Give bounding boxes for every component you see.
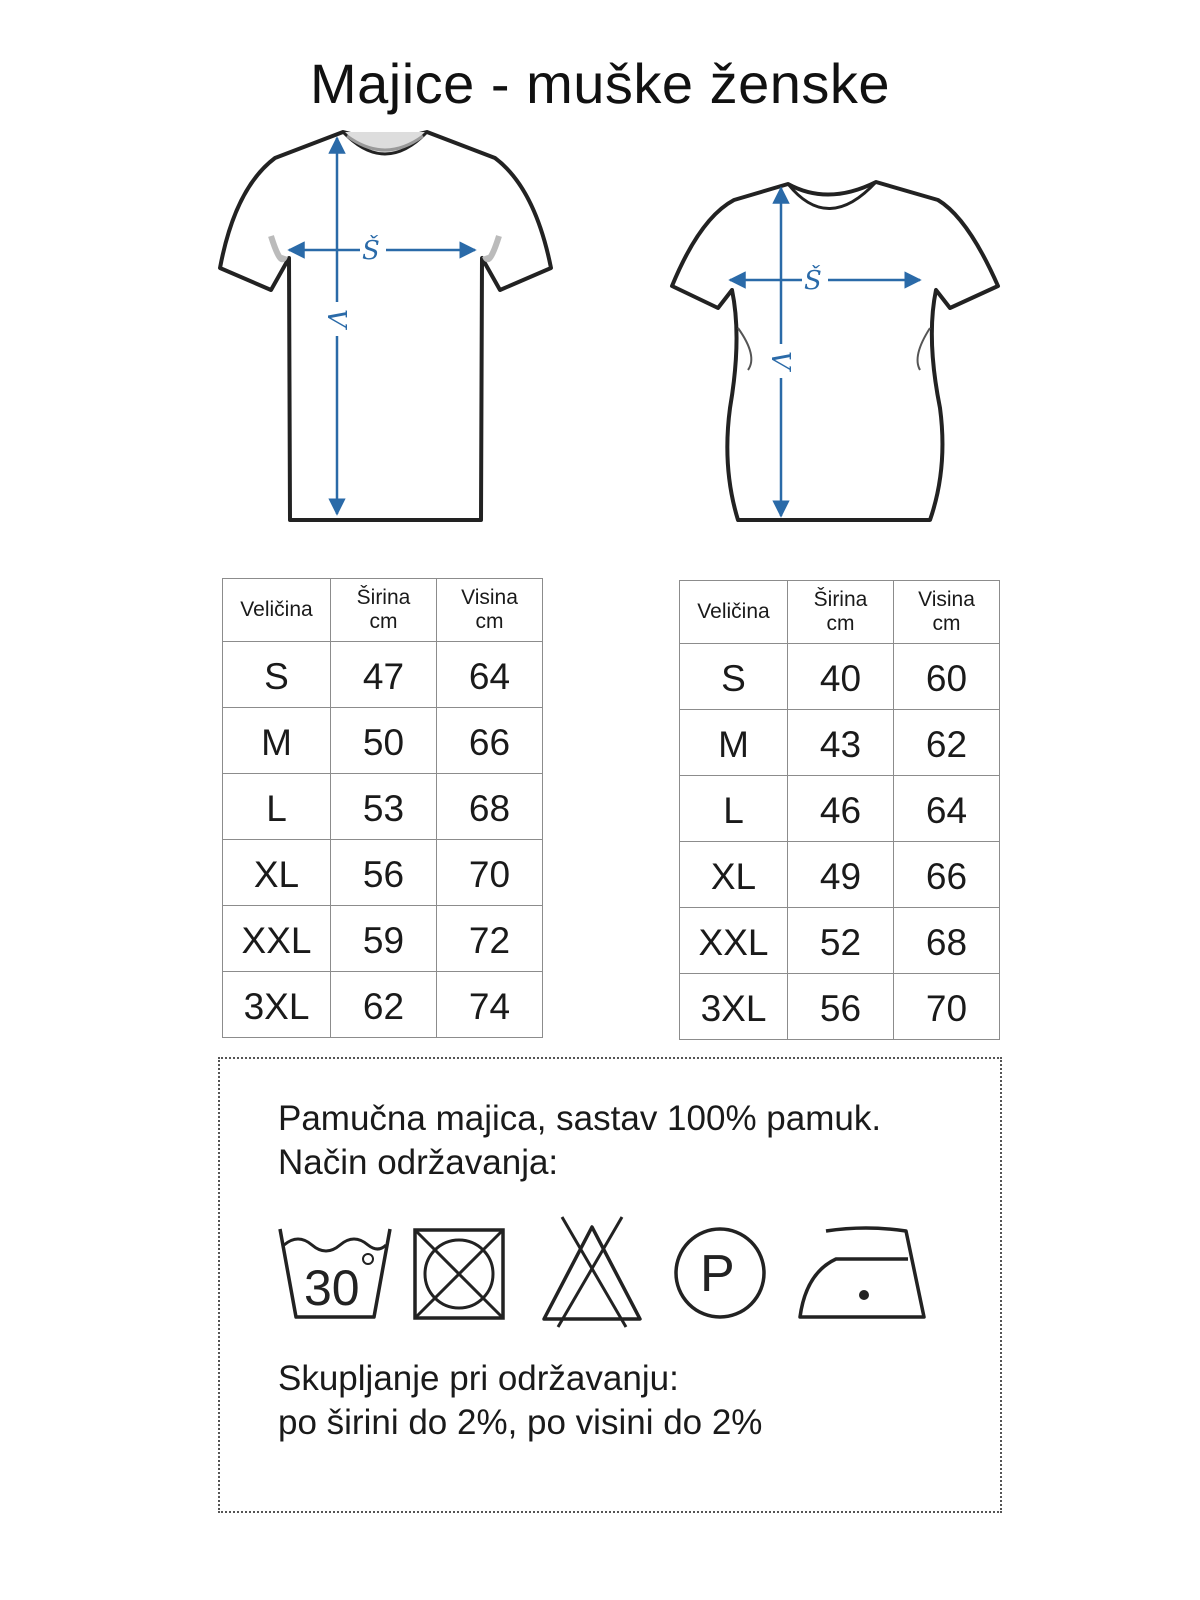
size-cell: S [223, 642, 331, 708]
size-cell: S [680, 644, 788, 710]
size-cell: XL [680, 842, 788, 908]
mens-shirt-outline [220, 132, 551, 520]
wash-temperature: 30 [304, 1260, 360, 1316]
table-header-row [680, 581, 1000, 644]
table-row [680, 644, 1000, 710]
care-instructions-box [218, 1057, 1002, 1513]
no-tumble-dry-icon [412, 1227, 506, 1321]
table-row [680, 710, 1000, 776]
size-cell: XXL [223, 906, 331, 972]
header-width: Širina cm [788, 581, 894, 644]
composition-line: Pamučna majica, sastav 100% pamuk. [278, 1099, 882, 1138]
size-cell: L [680, 776, 788, 842]
table-row [223, 708, 543, 774]
mens-size-table [222, 578, 543, 1038]
height-cell: 64 [437, 642, 543, 708]
shrinkage-text [278, 1357, 762, 1445]
size-cell: 3XL [223, 972, 331, 1038]
height-cell: 66 [894, 842, 1000, 908]
size-cell: M [680, 710, 788, 776]
womens-width-label: Š [804, 266, 822, 296]
width-cell: 56 [331, 840, 437, 906]
dry-clean-letter: P [700, 1245, 735, 1303]
width-cell: 46 [788, 776, 894, 842]
table-row [680, 974, 1000, 1040]
width-cell: 56 [788, 974, 894, 1040]
womens-tshirt-diagram [668, 178, 1008, 538]
shrinkage-values: po širini do 2%, po visini do 2% [278, 1403, 763, 1442]
womens-height-label: V [765, 351, 795, 370]
header-size: Veličina [680, 581, 788, 644]
table-row [223, 642, 543, 708]
height-cell: 66 [437, 708, 543, 774]
height-cell: 68 [437, 774, 543, 840]
wash-30-icon [278, 1223, 396, 1321]
width-cell: 49 [788, 842, 894, 908]
care-method-line: Način održavanja: [278, 1143, 559, 1182]
table-row [680, 776, 1000, 842]
table-row [223, 972, 543, 1038]
height-cell: 70 [437, 840, 543, 906]
size-cell: 3XL [680, 974, 788, 1040]
header-size: Veličina [223, 579, 331, 642]
degree-mark [363, 1254, 373, 1264]
width-cell: 40 [788, 644, 894, 710]
care-composition [278, 1097, 881, 1185]
width-cell: 47 [331, 642, 437, 708]
mens-width-label: Š [362, 236, 380, 266]
size-cell: L [223, 774, 331, 840]
table-row [680, 908, 1000, 974]
width-cell: 50 [331, 708, 437, 774]
iron-low-icon [796, 1223, 930, 1323]
height-cell: 64 [894, 776, 1000, 842]
table-row [223, 906, 543, 972]
header-height: Visina cm [894, 581, 1000, 644]
header-width: Širina cm [331, 579, 437, 642]
size-cell: XL [223, 840, 331, 906]
table-row [680, 842, 1000, 908]
table-header-row [223, 579, 543, 642]
mens-tshirt-diagram [195, 118, 575, 538]
table-row [223, 774, 543, 840]
height-cell: 70 [894, 974, 1000, 1040]
size-cell: XXL [680, 908, 788, 974]
width-cell: 52 [788, 908, 894, 974]
header-height: Visina cm [437, 579, 543, 642]
size-cell: M [223, 708, 331, 774]
height-cell: 74 [437, 972, 543, 1038]
dry-clean-p-icon [672, 1225, 768, 1321]
page-title: Majice - muške ženske [309, 52, 890, 115]
width-cell: 62 [331, 972, 437, 1038]
table-row [223, 840, 543, 906]
womens-shirt-outline [672, 182, 998, 520]
height-cell: 60 [894, 644, 1000, 710]
mens-height-label: V [321, 309, 351, 328]
height-cell: 68 [894, 908, 1000, 974]
width-cell: 59 [331, 906, 437, 972]
shrinkage-title: Skupljanje pri održavanju: [278, 1359, 679, 1398]
no-bleach-icon [540, 1215, 644, 1329]
height-cell: 62 [894, 710, 1000, 776]
height-cell: 72 [437, 906, 543, 972]
width-cell: 53 [331, 774, 437, 840]
womens-size-table [679, 580, 1000, 1040]
width-cell: 43 [788, 710, 894, 776]
